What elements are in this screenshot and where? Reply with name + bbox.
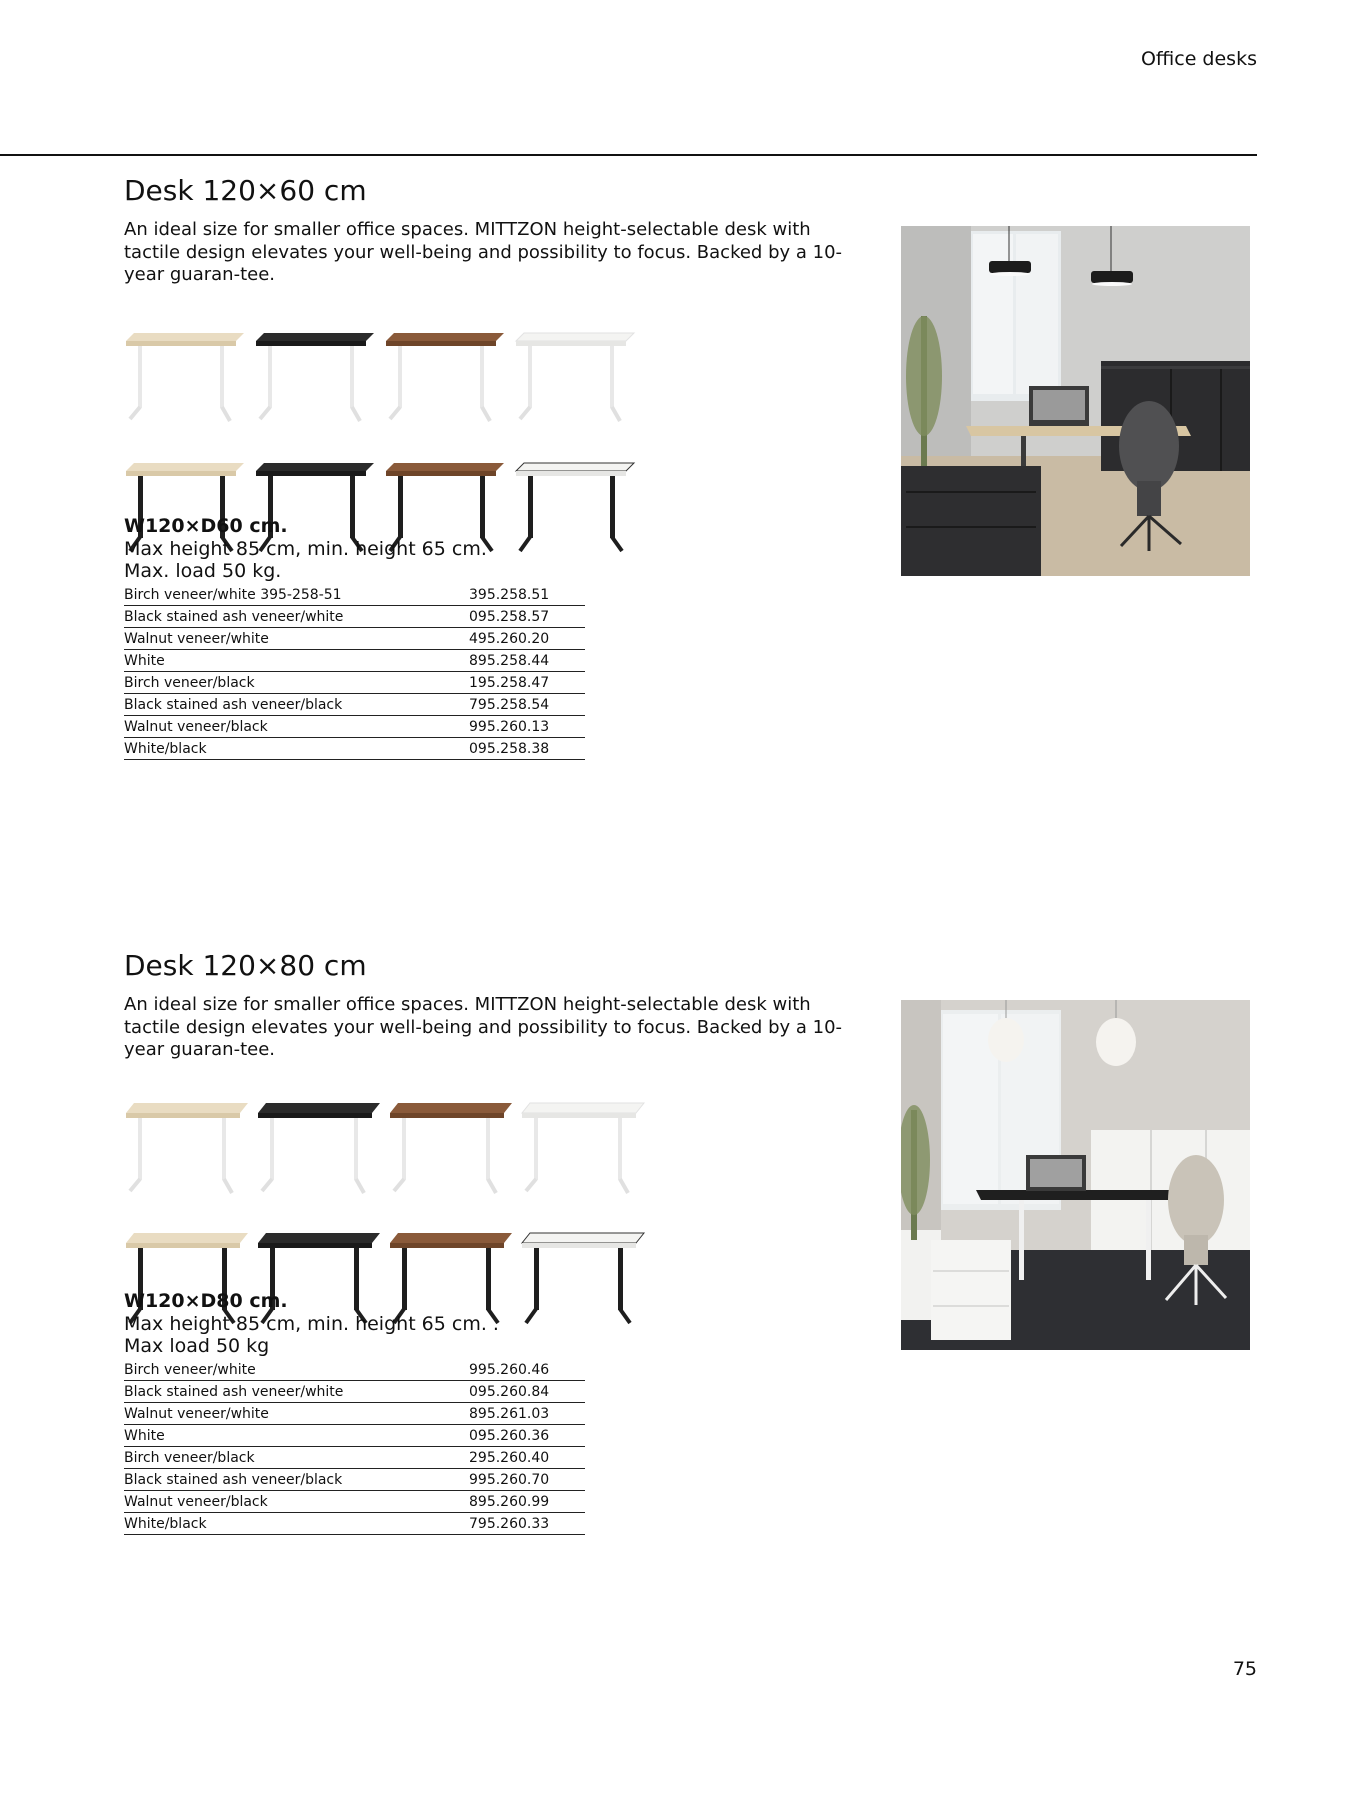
desk-black-ash-white-image bbox=[254, 329, 379, 434]
office-room-photo bbox=[901, 1000, 1250, 1350]
table-row bbox=[124, 1425, 585, 1447]
variant-name: Walnut veneer/white bbox=[124, 630, 269, 647]
section-description: An ideal size for smaller office spaces. MITTZON height-selectable desk with tactile design elevates your well-being and possibility to focus. Backed by a 10-year guaran-tee. bbox=[124, 994, 843, 1060]
variant-name: Birch veneer/black bbox=[124, 674, 255, 691]
desk-birch-white-image bbox=[124, 1099, 252, 1204]
article-number: 295.260.40 bbox=[469, 1449, 550, 1466]
height-info: Max height 85 cm, min. height 65 cm. bbox=[124, 537, 487, 560]
office-room-photo bbox=[901, 226, 1250, 576]
variant-name: Walnut veneer/white bbox=[124, 1405, 269, 1422]
article-number: 095.260.36 bbox=[469, 1427, 550, 1444]
variant-name: Birch veneer/black bbox=[124, 1449, 255, 1466]
table-row bbox=[124, 1469, 585, 1491]
section-title: Desk 120×60 cm bbox=[124, 174, 367, 207]
table-row bbox=[124, 1359, 585, 1381]
article-number: 895.260.99 bbox=[469, 1493, 550, 1510]
table-row bbox=[124, 1447, 585, 1469]
dimensions-label: W120×D60 cm. bbox=[124, 515, 288, 537]
section-title: Desk 120×80 cm bbox=[124, 949, 367, 982]
article-number: 095.258.57 bbox=[469, 608, 550, 625]
table-row bbox=[124, 650, 585, 672]
table-row bbox=[124, 628, 585, 650]
article-number: 995.260.13 bbox=[469, 718, 550, 735]
spec-summary bbox=[124, 1290, 499, 1358]
height-info: Max height 85 cm, min. height 65 cm. . bbox=[124, 1312, 499, 1335]
desk-white-image bbox=[514, 329, 639, 434]
desk-walnut-white-image bbox=[388, 1099, 516, 1204]
desk-black-ash-white-image bbox=[256, 1099, 384, 1204]
table-row bbox=[124, 1381, 585, 1403]
table-row bbox=[124, 672, 585, 694]
article-number: 795.260.33 bbox=[469, 1515, 550, 1532]
section-description: An ideal size for smaller office spaces. MITTZON height-selectable desk with tactile design elevates your well-being and possibility to focus. Backed by a 10-year guaran-tee. bbox=[124, 219, 843, 285]
desk-birch-white-image bbox=[124, 329, 249, 434]
desk-section-120x80 bbox=[124, 949, 1258, 1639]
table-row bbox=[124, 716, 585, 738]
load-info: Max load 50 kg bbox=[124, 1335, 270, 1357]
article-number: 095.258.38 bbox=[469, 740, 550, 757]
dimensions-label: W120×D80 cm. bbox=[124, 1290, 288, 1312]
variant-table bbox=[124, 1359, 585, 1535]
article-number: 895.258.44 bbox=[469, 652, 550, 669]
article-number: 995.260.70 bbox=[469, 1471, 550, 1488]
table-row bbox=[124, 694, 585, 716]
table-row bbox=[124, 606, 585, 628]
desk-white-black-image bbox=[520, 1229, 648, 1334]
desk-white-black-image bbox=[514, 459, 639, 564]
desk-walnut-white-image bbox=[384, 329, 509, 434]
desk-section-120x60 bbox=[124, 174, 1258, 854]
page-header-title: Office desks bbox=[1140, 48, 1257, 70]
article-number: 895.261.03 bbox=[469, 1405, 550, 1422]
article-number: 495.260.20 bbox=[469, 630, 550, 647]
variant-table bbox=[124, 584, 585, 760]
load-info: Max. load 50 kg. bbox=[124, 560, 282, 582]
variant-name: White/black bbox=[124, 740, 207, 757]
table-row bbox=[124, 584, 585, 606]
variant-name: Black stained ash veneer/white bbox=[124, 608, 344, 625]
page-number: 75 bbox=[1232, 1658, 1257, 1680]
article-number: 395.258.51 bbox=[469, 586, 550, 603]
table-row bbox=[124, 1403, 585, 1425]
variant-name: Walnut veneer/black bbox=[124, 1493, 268, 1510]
article-number: 995.260.46 bbox=[469, 1361, 550, 1378]
variant-name: Walnut veneer/black bbox=[124, 718, 268, 735]
article-number: 195.258.47 bbox=[469, 674, 550, 691]
table-row bbox=[124, 1491, 585, 1513]
table-row bbox=[124, 738, 585, 760]
variant-name: White/black bbox=[124, 1515, 207, 1532]
desk-white-image bbox=[520, 1099, 648, 1204]
table-row bbox=[124, 1513, 585, 1535]
variant-name: Birch veneer/white 395-258-51 bbox=[124, 586, 342, 603]
article-number: 795.258.54 bbox=[469, 696, 550, 713]
variant-name: White bbox=[124, 652, 165, 669]
variant-name: Black stained ash veneer/black bbox=[124, 1471, 343, 1488]
header-divider bbox=[0, 154, 1257, 156]
variant-name: White bbox=[124, 1427, 165, 1444]
variant-name: Black stained ash veneer/white bbox=[124, 1383, 344, 1400]
variant-name: Birch veneer/white bbox=[124, 1361, 256, 1378]
variant-name: Black stained ash veneer/black bbox=[124, 696, 343, 713]
article-number: 095.260.84 bbox=[469, 1383, 550, 1400]
spec-summary bbox=[124, 515, 487, 583]
